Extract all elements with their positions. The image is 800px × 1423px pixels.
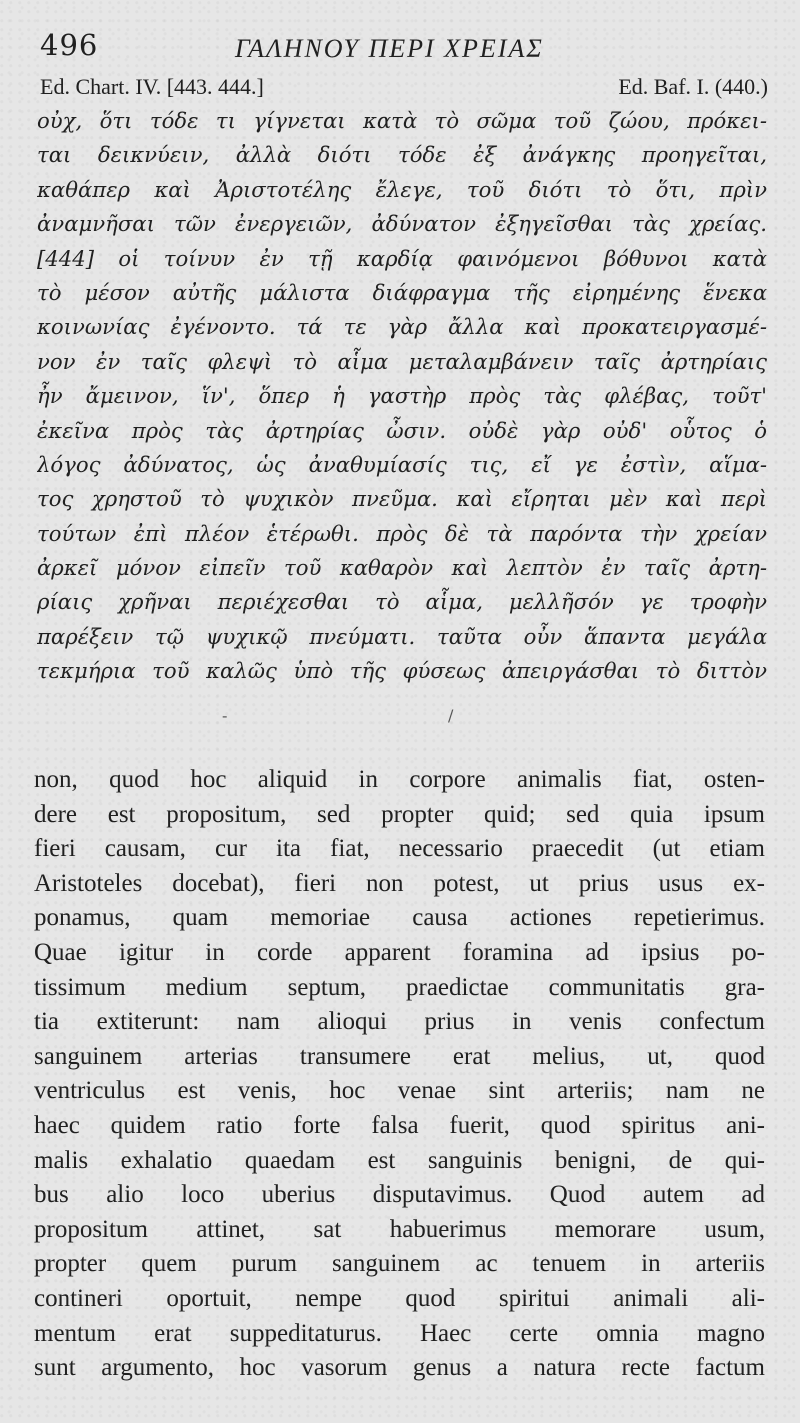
greek-text-line: τούτων ἐπὶ πλέον ἑτέρωθι. πρὸς δὲ τὰ παρόντα τὴν χρείαν <box>37 520 767 546</box>
latin-text-block <box>34 763 765 1386</box>
latin-text-line: mentum erat suppeditaturus. Haec certe omnia magno <box>34 1319 765 1347</box>
latin-text-line: dere est propositum, sed propter quid; sed quia ipsum <box>34 800 765 828</box>
greek-text-line: νον ἐν ταῖς φλεψὶ τὸ αἷμα μεταλαμβάνειν ταῖς ἀρτηρίαις <box>37 348 767 374</box>
latin-text-line: propositum attinet, sat habuerimus memorare usum, <box>34 1215 765 1243</box>
greek-text-line: ται δεικνύειν, ἀλλὰ διότι τόδε ἐξ ἀνάγκης προηγεῖται, <box>37 142 767 168</box>
greek-text-line: καθάπερ καὶ Ἀριστοτέλης ἔλεγε, τοῦ διότι τὸ ὅτι, πρὶν <box>37 176 767 202</box>
latin-text-line: ponamus, quam memoriae causa actiones repetierimus. <box>34 904 765 932</box>
greek-text-line: ἀναμνῆσαι τῶν ἐνεργειῶν, ἀδύνατον ἐξηγεῖσθαι τὰς χρείας. <box>37 211 767 237</box>
edition-chartier-reference: Ed. Chart. IV. [443. 444.] <box>40 74 264 99</box>
latin-text-line: Aristoteles docebat), fieri non potest, ut prius usus ex- <box>34 869 765 897</box>
greek-text-line: λόγος ἀδύνατος, ὡς ἀναθυμίασίς τις, εἴ γε ἐστὶν, αἵμα- <box>37 451 767 477</box>
latin-text-line: non, quod hoc aliquid in corpore animalis fiat, osten- <box>34 766 765 793</box>
edition-reference-line <box>40 74 768 102</box>
greek-text-line: οὐχ, ὅτι τόδε τι γίγνεται κατὰ τὸ σῶμα τοῦ ζώου, πρόκει- <box>37 108 767 133</box>
latin-text-line: tissimum medium septum, praedictae communitatis gra- <box>34 973 765 1001</box>
latin-text-line: fieri causam, cur ita fiat, necessario praecedit (ut etiam <box>34 835 765 863</box>
greek-text-line: παρέξειν τῷ ψυχικῷ πνεύματι. ταῦτα οὖν ἅπαντα μεγάλα <box>37 623 767 649</box>
divider-mark-left: - <box>222 706 228 725</box>
greek-text-line: κοινωνίας ἐγένοντο. τά τε γὰρ ἄλλα καὶ προκατειργασμέ- <box>37 314 767 340</box>
latin-text-line: sunt argumento, hoc vasorum genus a natura recte factum <box>34 1354 765 1382</box>
latin-text-line: contineri oportuit, nempe quod spiritui animali ali- <box>34 1284 765 1312</box>
running-title: ΓΑΛΗΝΟΥ ΠΕΡΙ ΧΡΕΙΑΣ <box>235 34 544 63</box>
edition-basel-reference: Ed. Baf. I. (440.) <box>618 74 768 99</box>
greek-text-line: [444] οἱ τοίνυν ἐν τῇ καρδίᾳ φαινόμενοι βόθυνοι κατὰ <box>37 245 767 271</box>
latin-text-line: malis exhalatio quaedam est sanguinis benigni, de qui- <box>34 1146 765 1174</box>
greek-text-line: τεκμήρια τοῦ καλῶς ὑπὸ τῆς φύσεως ἀπειργάσθαι τὸ διττὸν <box>37 658 767 684</box>
greek-text-line: τὸ μέσον αὐτῆς μάλιστα διάφραγμα τῆς εἰρημένης ἕνεκα <box>37 279 767 305</box>
latin-text-line: ventriculus est venis, hoc venae sint arteriis; nam ne <box>34 1077 765 1105</box>
latin-text-line: haec quidem ratio forte falsa fuerit, quod spiritus ani- <box>34 1111 765 1139</box>
greek-text-line: ἀρκεῖ μόνον εἰπεῖν τοῦ καθαρὸν καὶ λεπτὸν ἐν ταῖς ἀρτη- <box>37 555 767 581</box>
divider-mark-right: / <box>448 706 454 725</box>
greek-text-block <box>37 104 767 689</box>
column-divider-marks <box>222 706 542 726</box>
latin-text-line: tia extiterunt: nam alioqui prius in venis confectum <box>34 1008 765 1036</box>
greek-text-line: τος χρηστοῦ τὸ ψυχικὸν πνεῦμα. καὶ εἴρηται μὲν καὶ περὶ <box>37 486 767 512</box>
greek-text-line: ἦν ἄμεινον, ἵν', ὅπερ ἡ γαστὴρ πρὸς τὰς φλέβας, τοῦτ' <box>37 383 767 409</box>
latin-text-line: Quae igitur in corde apparent foramina ad ipsius po- <box>34 938 765 966</box>
latin-text-line: sanguinem arterias transumere erat melius, ut, quod <box>34 1042 765 1070</box>
running-head <box>40 28 770 64</box>
latin-text-line: bus alio loco uberius disputavimus. Quod autem ad <box>34 1181 765 1209</box>
latin-text-line: propter quem purum sanguinem ac tenuem in arteriis <box>34 1250 765 1278</box>
page-number: 496 <box>40 28 99 62</box>
greek-text-line: ρίαις χρῆναι περιέχεσθαι τὸ αἷμα, μελλῆσόν γε τροφὴν <box>37 589 767 615</box>
greek-text-line: ἐκεῖνα πρὸς τὰς ἀρτηρίας ὦσιν. οὐδὲ γὰρ οὐδ' οὗτος ὁ <box>37 417 767 443</box>
